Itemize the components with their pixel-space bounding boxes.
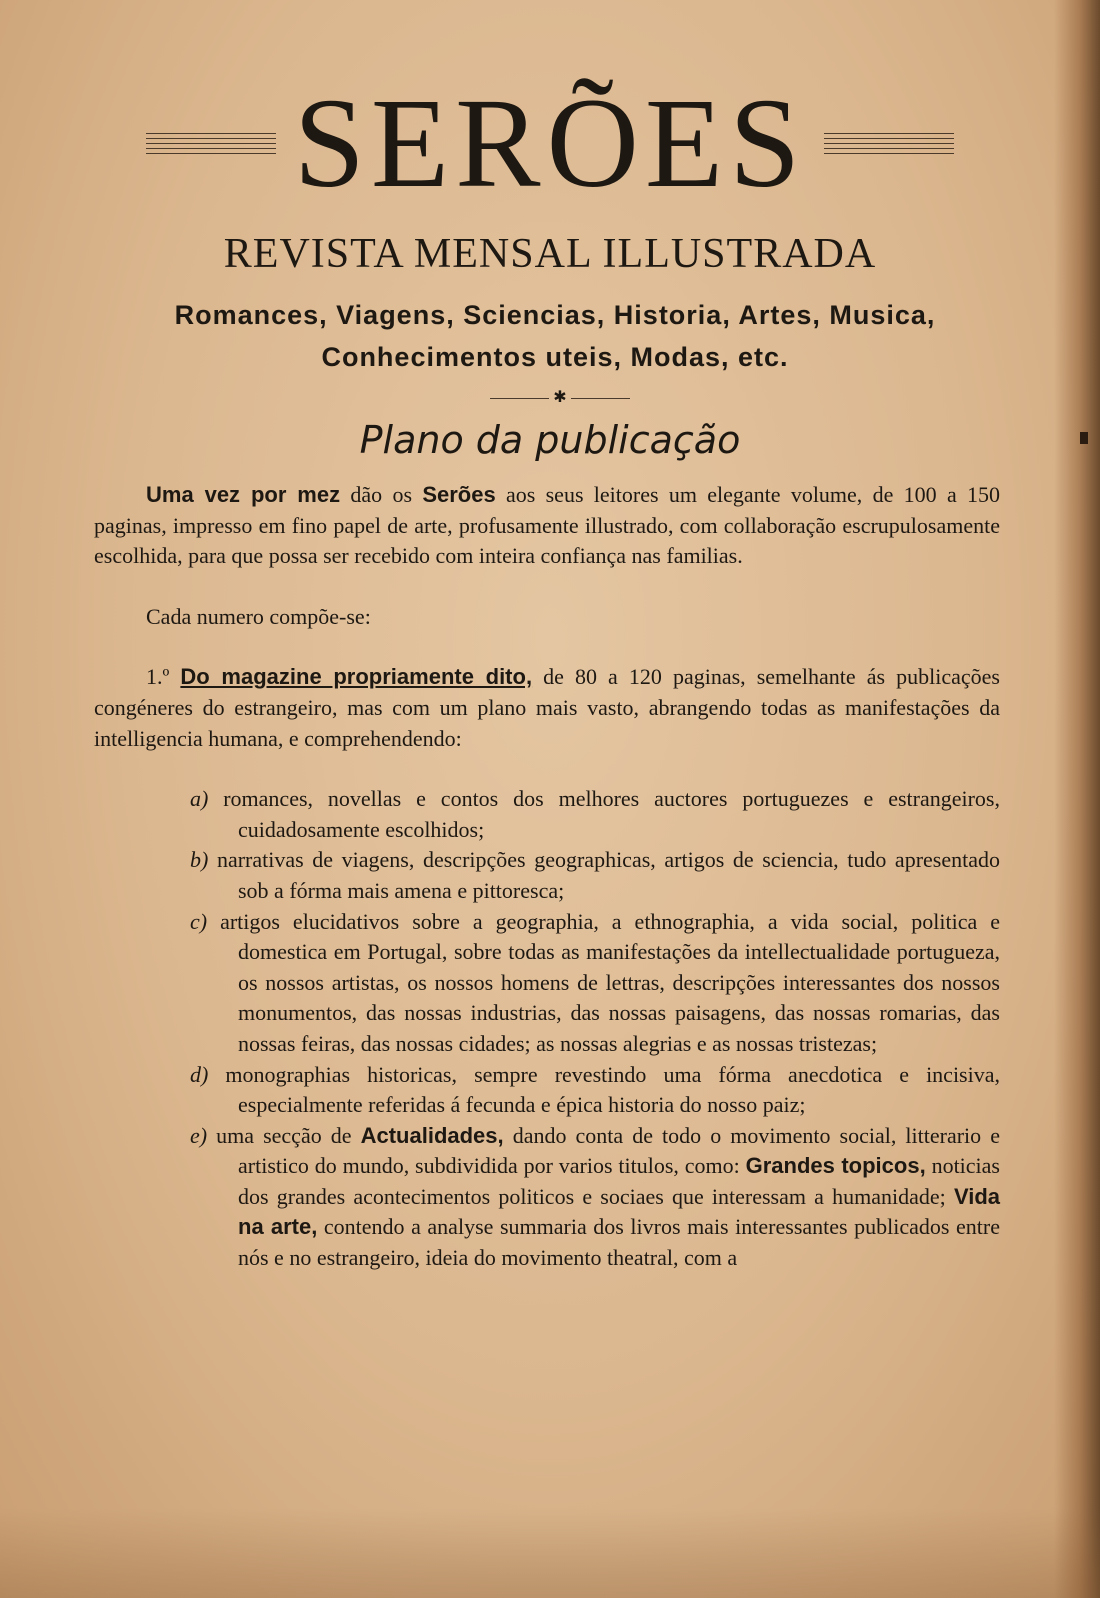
- vida-na-arte-label: Vida na arte,: [238, 1183, 1000, 1240]
- intro-brand: Serões: [422, 482, 496, 507]
- intro-lead: Uma vez por mez: [146, 482, 341, 507]
- divider-ornament: [490, 390, 630, 406]
- article-body: [94, 480, 1000, 1274]
- grandes-topicos-label: Grandes topicos,: [745, 1153, 926, 1179]
- list-item: c) artigos elucidativos sobre a geographia, a ethnographia, a vida social, politica e domestica em Portugal, sobre todas as manifestações da intellectualidade portugueza, os nossos artistas, os nossos homens de lettras, descripções interessantes dos nossos monumentos, das nossas industrias, das nossas paisagens, das nossas romarias, das nossas feiras, das nossas cidades; as nossas alegrias e as nossas tristezas;: [190, 908, 1000, 1056]
- intro-text-2: aos seus leitores um elegante volume, de 100 a 150 paginas, impresso em fino papel de arte, profusamente illustrado, com collaboração escrupulosamente escolhida, para que possa ser recebido com inteira confiança nas familias.: [94, 482, 1000, 569]
- asterisk-icon: ✱: [553, 389, 567, 406]
- cada-numero-line: Cada numero compõe-se:: [146, 603, 371, 629]
- intro-text-1: dão os: [340, 482, 423, 507]
- list-item: a) romances, novellas e contos dos melhores auctores portuguezes e estrangeiros, cuidadosamente escolhidos;: [190, 786, 1000, 842]
- intro-paragraph: [94, 480, 1000, 572]
- magazine-title: SERÕES: [293, 72, 807, 214]
- right-rule-ornament: [824, 133, 954, 154]
- part-1-paragraph: [94, 662, 1000, 754]
- topics-line-2: Conhecimentos uteis, Modas, etc.: [321, 342, 789, 372]
- list-item: b) narrativas de viagens, descripções geographicas, artigos de sciencia, tudo apresentado sob a fórma mais amena e pittoresca;: [190, 847, 1000, 903]
- section-title: Plano da publicação: [359, 418, 741, 462]
- list-item-e: e) uma secção de Actualidades, dando conta de todo o movimento social, litterario e artistico do mundo, subdividida por varios titulos, como: Grandes topicos, noticias dos grandes acontecimentos politicos e sociaes que interessam a humanidade; Vida na arte, contendo a analyse summaria dos livros mais interessantes publicados entre nós e no estrangeiro, ideia do movimento theatral, com a: [190, 1122, 1000, 1271]
- topics-list: [90, 294, 1020, 378]
- magazine-subtitle: REVISTA MENSAL ILLUSTRADA: [223, 231, 877, 277]
- part-1-number: 1.º: [146, 664, 181, 690]
- topics-line-1: Romances, Viagens, Sciencias, Historia, Artes, Musica,: [174, 300, 936, 330]
- content-list: [190, 784, 1000, 1274]
- list-item: d) monographias historicas, sempre revestindo uma fórma anecdotica e incisiva, especialmente referidas á fecunda e épica historia do nosso paiz;: [190, 1061, 1000, 1118]
- part-1-text: de 80 a 120 paginas, semelhante ás publicações congéneres do estrangeiro, mas com um plano mais vasto, abrangendo todas as manifestações da intelligencia humana, e comprehendendo:: [94, 664, 1000, 751]
- page-bottom-shadow: [0, 1508, 1100, 1598]
- actualidades-label: Actualidades,: [360, 1122, 504, 1148]
- left-rule-ornament: [146, 133, 276, 154]
- part-1-heading: Do magazine propriamente dito,: [180, 664, 533, 690]
- masthead: [0, 72, 1100, 214]
